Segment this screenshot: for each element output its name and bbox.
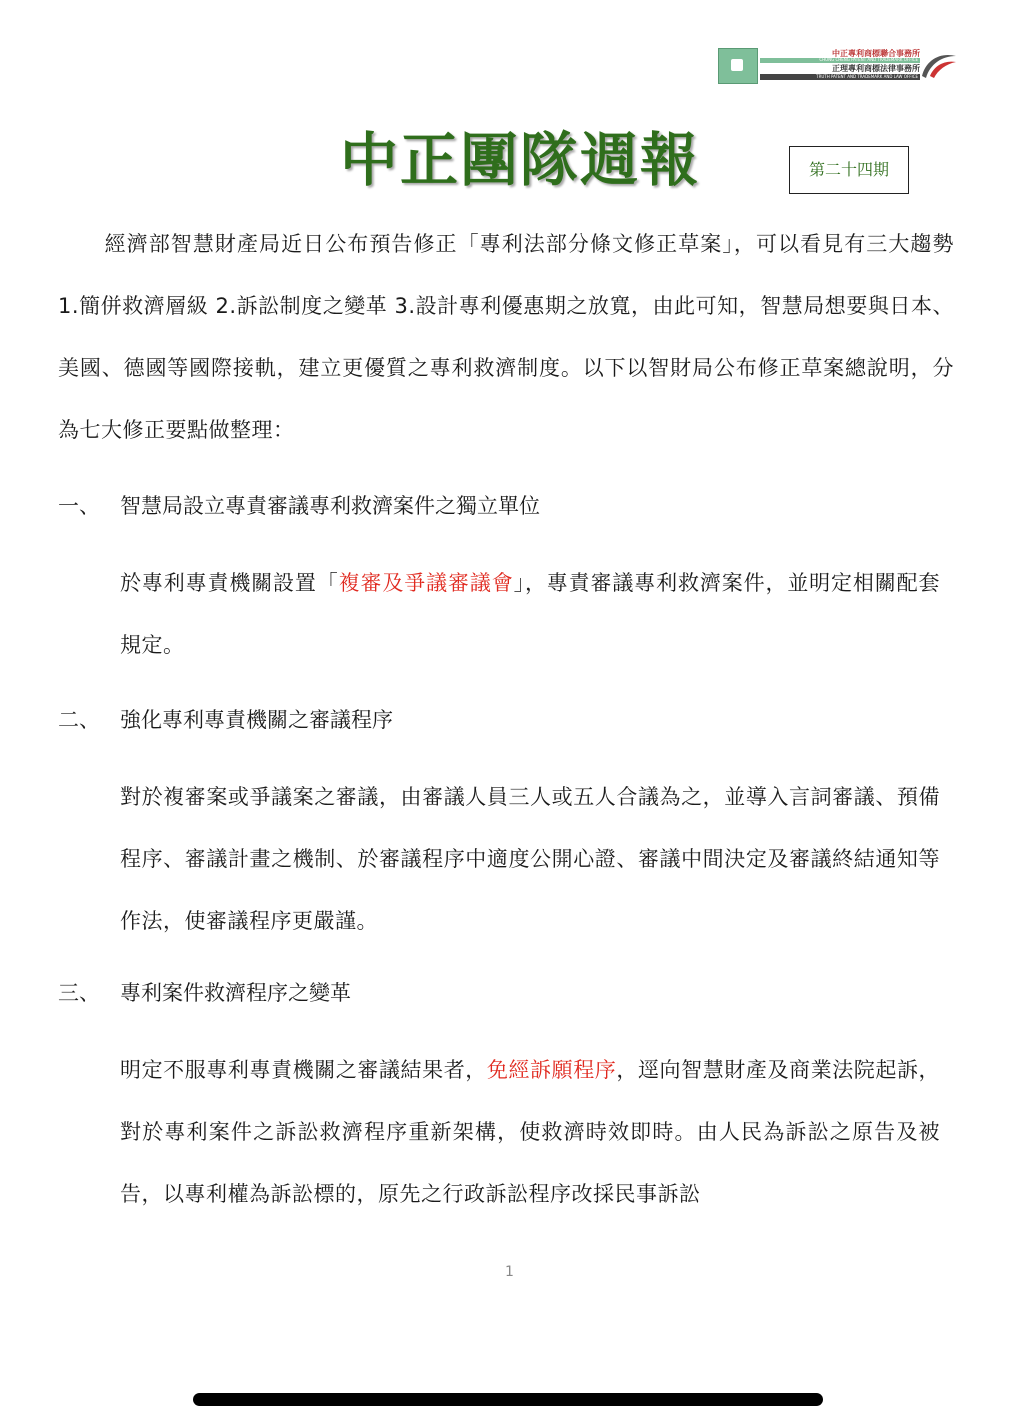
home-indicator[interactable] bbox=[193, 1393, 823, 1406]
logo-english-2: TRUTH PATENT AND TRADEMARK AND LAW OFFICE bbox=[816, 74, 918, 79]
section-body-1 bbox=[120, 552, 940, 676]
section-number-1: 一、 bbox=[58, 494, 100, 518]
section-title-1: 智慧局設立專責審議專利救濟案件之獨立單位 bbox=[120, 494, 540, 518]
section-3-text-before: 明定不服專利專責機關之審議結果者， bbox=[120, 1058, 487, 1082]
section-1-text-before: 於專利專責機關設置「 bbox=[120, 571, 339, 595]
firm-logo bbox=[718, 48, 958, 84]
section-title-3: 專利案件救濟程序之變革 bbox=[120, 981, 351, 1005]
section-body-3 bbox=[120, 1039, 940, 1225]
intro-paragraph bbox=[58, 213, 954, 461]
logo-band-2 bbox=[760, 74, 920, 80]
section-1-highlight: 複審及爭議審議會 bbox=[338, 571, 514, 595]
section-3-highlight: 免經訴願程序 bbox=[486, 1058, 617, 1082]
section-title-2: 強化專利專責機關之審議程序 bbox=[120, 708, 393, 732]
section-heading-2 bbox=[58, 700, 393, 740]
logo-firm-name-1: 中正專利商標聯合事務所 bbox=[832, 49, 920, 58]
section-body-2: 對於複審案或爭議案之審議，由審議人員三人或五人合議為之，並導入言詞審議、預備程序、審議計畫之機制、於審議程序中適度公開心證、審議中間決定及審議終結通知等作法，使審議程序更嚴謹。 bbox=[120, 785, 940, 933]
logo-mark-icon bbox=[718, 48, 758, 84]
intro-text: 經濟部智慧財產局近日公布預告修正「專利法部分條文修正草案」，可以看見有三大趨勢 1.簡併救濟層級 2.訴訟制度之變革 3.設計專利優惠期之放寬，由此可知，智慧局想要與日本、美國、德國等國際接軌，建立更優質之專利救濟制度。以下以智財局公布修正草案總說明，分為七大修正要點做整理： bbox=[58, 232, 954, 442]
logo-english-1: CHUNG CHENG PATENT AND TRADEMARK OFFICE bbox=[819, 57, 918, 62]
logo-text-block bbox=[760, 48, 920, 82]
logo-swoosh-icon bbox=[918, 50, 958, 82]
logo-firm-name-2: 正理專利商標法律事務所 bbox=[832, 64, 920, 73]
page-number: 1 bbox=[505, 1264, 514, 1280]
section-number-2: 二、 bbox=[58, 708, 100, 732]
section-1-text-after: 」，專責審議專利救濟案件，並明定相關配套規定。 bbox=[120, 571, 941, 657]
section-number-3: 三、 bbox=[58, 981, 100, 1005]
issue-number-box: 第二十四期 bbox=[789, 146, 909, 194]
section-3-text-after: ，逕向智慧財產及商業法院起訴，對於專利案件之訴訟救濟程序重新架構，使救濟時效即時。由人民為訴訟之原告及被告，以專利權為訴訟標的，原先之行政訴訟程序改採民事訴訟 bbox=[120, 1058, 941, 1206]
newsletter-title: 中正團隊週報 bbox=[340, 126, 701, 194]
section-heading-1 bbox=[58, 486, 540, 526]
section-heading-3 bbox=[58, 973, 351, 1013]
